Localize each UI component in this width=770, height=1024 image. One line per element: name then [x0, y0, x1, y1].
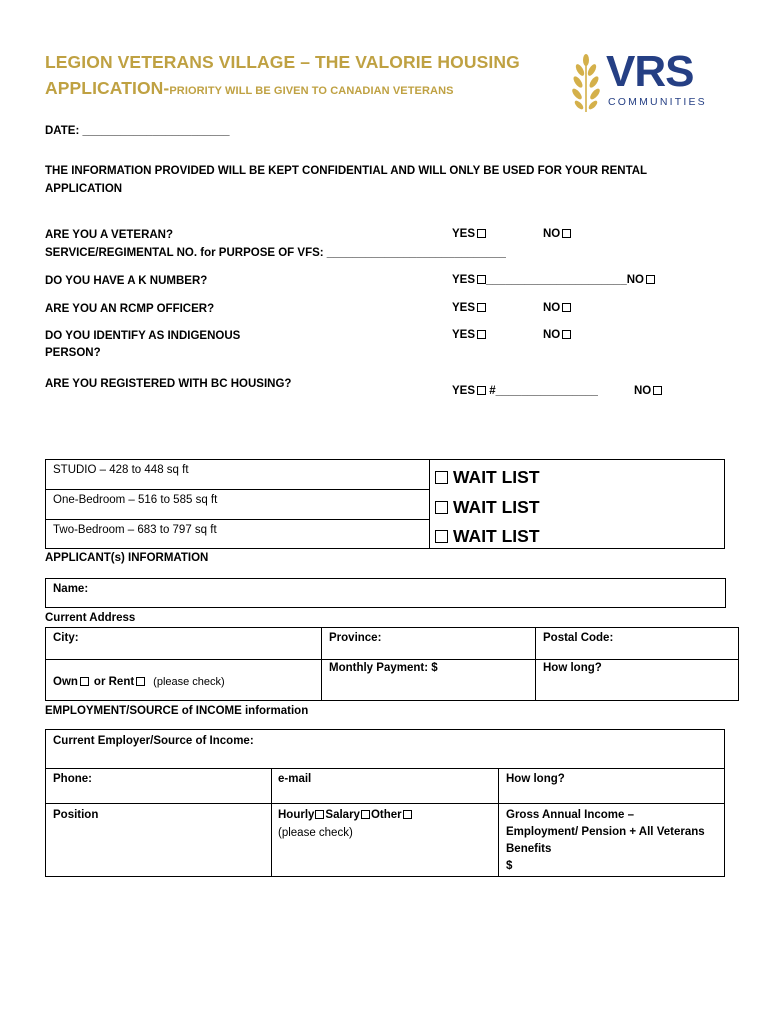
- wait-list-one-bedroom-checkbox[interactable]: [435, 501, 448, 514]
- other-checkbox[interactable]: [403, 810, 412, 819]
- title-line-2: [45, 75, 520, 104]
- unit-label: Two-Bedroom – 683 to 797 sq ft: [53, 524, 217, 536]
- bc-housing-number-field[interactable]: #________________: [489, 385, 598, 397]
- own-checkbox[interactable]: [80, 677, 89, 686]
- address-table: [45, 627, 739, 701]
- hourly-checkbox[interactable]: [315, 810, 324, 819]
- no-label: NO: [543, 302, 561, 314]
- question-rcmp: ARE YOU AN RCMP OFFICER?: [45, 303, 215, 315]
- province-label: Province:: [329, 632, 382, 644]
- indigenous-no: [543, 327, 571, 344]
- gross-income-line-1: Gross Annual Income –: [506, 809, 635, 821]
- wait-list-label: WAIT LIST: [453, 526, 540, 546]
- applicant-heading: APPLICANT(s) INFORMATION: [45, 552, 209, 564]
- own-rent-please-check: (please check): [153, 676, 225, 688]
- form-title: [45, 49, 520, 104]
- postal-code-label: Postal Code:: [543, 632, 614, 644]
- current-address-label: Current Address: [45, 612, 136, 624]
- position-label: Position: [53, 809, 99, 821]
- veteran-yes: [452, 226, 486, 243]
- date-field[interactable]: DATE: _______________________: [45, 125, 230, 137]
- monthly-payment-field[interactable]: [321, 659, 536, 701]
- pay-type-please-check: (please check): [278, 827, 353, 839]
- wait-list-two-bedroom: [433, 526, 540, 546]
- wait-list-studio-checkbox[interactable]: [435, 471, 448, 484]
- employment-heading: EMPLOYMENT/SOURCE of INCOME information: [45, 705, 309, 717]
- rent-label: or Rent: [93, 676, 135, 688]
- yes-label: YES: [452, 329, 476, 341]
- wheat-icon: [568, 52, 604, 114]
- pay-type-field: [271, 803, 499, 877]
- name-field[interactable]: [45, 578, 726, 608]
- bc-housing-yes-checkbox[interactable]: [477, 386, 486, 395]
- wait-list-two-bedroom-checkbox[interactable]: [435, 530, 448, 543]
- employer-field[interactable]: [45, 729, 725, 769]
- rent-checkbox[interactable]: [136, 677, 145, 686]
- unit-row-two-bedroom: [45, 519, 430, 549]
- bc-housing-no-checkbox[interactable]: [653, 386, 662, 395]
- email-field[interactable]: [271, 768, 499, 804]
- veteran-no: [543, 226, 571, 243]
- priority-note: PRIORITY WILL BE GIVEN TO CANADIAN VETERANS: [169, 85, 454, 97]
- k-number-yes-checkbox[interactable]: [477, 275, 486, 284]
- service-number-field[interactable]: SERVICE/REGIMENTAL NO. for PURPOSE OF VFS: ____________________________: [45, 247, 506, 259]
- monthly-payment-label: Monthly Payment: $: [329, 662, 438, 674]
- question-bc-housing: ARE YOU REGISTERED WITH BC HOUSING?: [45, 378, 292, 390]
- indigenous-yes-checkbox[interactable]: [477, 330, 486, 339]
- title-application: APPLICATION-: [45, 78, 170, 98]
- postal-code-field[interactable]: [535, 627, 739, 660]
- position-field[interactable]: [45, 803, 272, 877]
- employment-table: [45, 729, 725, 877]
- own-label: Own: [53, 676, 78, 688]
- salary-label: Salary: [325, 809, 360, 821]
- wait-list-label: WAIT LIST: [453, 467, 540, 487]
- logo-subtitle: COMMUNITIES: [608, 96, 707, 108]
- employment-how-long-label: How long?: [506, 773, 565, 785]
- veteran-no-checkbox[interactable]: [562, 229, 571, 238]
- k-number-no-checkbox[interactable]: [646, 275, 655, 284]
- address-how-long-label: How long?: [543, 662, 602, 674]
- question-veteran: ARE YOU A VETERAN?: [45, 229, 174, 241]
- question-k-number: DO YOU HAVE A K NUMBER?: [45, 275, 208, 287]
- wait-list-one-bedroom: [433, 497, 540, 517]
- rcmp-yes: [452, 300, 486, 317]
- no-label: NO: [543, 228, 561, 240]
- unit-row-studio: [45, 459, 430, 490]
- vrs-logo: [568, 47, 718, 114]
- title-line-1: LEGION VETERANS VILLAGE – THE VALORIE HOUSING: [45, 52, 520, 72]
- bc-housing-no: [634, 383, 662, 400]
- own-rent-field: [45, 659, 322, 701]
- bc-housing-yes: [452, 383, 598, 400]
- veteran-yes-checkbox[interactable]: [477, 229, 486, 238]
- own-rent-options: [53, 672, 225, 691]
- wait-list-column: [429, 459, 725, 549]
- pay-type-options: [278, 807, 413, 824]
- unit-label: One-Bedroom – 516 to 585 sq ft: [53, 494, 218, 506]
- k-number-answer: [452, 272, 655, 289]
- no-label: NO: [634, 385, 652, 397]
- question-indigenous-line-1: DO YOU IDENTIFY AS INDIGENOUS: [45, 330, 241, 342]
- phone-field[interactable]: [45, 768, 272, 804]
- yes-label: YES: [452, 274, 476, 286]
- hourly-label: Hourly: [278, 809, 315, 821]
- gross-income-line-3: Benefits: [506, 843, 552, 855]
- city-field[interactable]: [45, 627, 322, 660]
- question-indigenous-line-2: PERSON?: [45, 347, 101, 359]
- yes-label: YES: [452, 385, 476, 397]
- unit-label: STUDIO – 428 to 448 sq ft: [53, 464, 189, 476]
- wait-list-label: WAIT LIST: [453, 497, 540, 517]
- city-label: City:: [53, 632, 79, 644]
- gross-income-field[interactable]: [498, 803, 725, 877]
- rcmp-no: [543, 300, 571, 317]
- gross-income-line-2: Employment/ Pension + All Veterans: [506, 826, 705, 838]
- rcmp-yes-checkbox[interactable]: [477, 303, 486, 312]
- indigenous-no-checkbox[interactable]: [562, 330, 571, 339]
- yes-label: YES: [452, 302, 476, 314]
- indigenous-yes: [452, 327, 486, 344]
- name-label: Name:: [53, 583, 89, 595]
- address-how-long-field[interactable]: [535, 659, 739, 701]
- phone-label: Phone:: [53, 773, 92, 785]
- other-label: Other: [370, 809, 402, 821]
- employer-label: Current Employer/Source of Income:: [53, 735, 254, 747]
- rcmp-no-checkbox[interactable]: [562, 303, 571, 312]
- no-label: NO: [543, 329, 561, 341]
- salary-checkbox[interactable]: [361, 810, 370, 819]
- no-label: NO: [626, 274, 644, 286]
- confidential-line-1: THE INFORMATION PROVIDED WILL BE KEPT CONFIDENTIAL AND WILL ONLY BE USED FOR YOUR RENTAL: [45, 165, 648, 177]
- confidential-line-2: APPLICATION: [45, 183, 123, 195]
- gross-income-line-4: $: [506, 860, 513, 872]
- logo-letters: VRS: [606, 47, 694, 96]
- wait-list-studio: [433, 467, 540, 487]
- employment-how-long-field[interactable]: [498, 768, 725, 804]
- unit-row-one-bedroom: [45, 489, 430, 520]
- unit-table: [45, 459, 725, 549]
- province-field[interactable]: [321, 627, 536, 660]
- yes-label: YES: [452, 228, 476, 240]
- k-number-field[interactable]: ______________________: [486, 274, 627, 286]
- email-label: e-mail: [278, 773, 312, 785]
